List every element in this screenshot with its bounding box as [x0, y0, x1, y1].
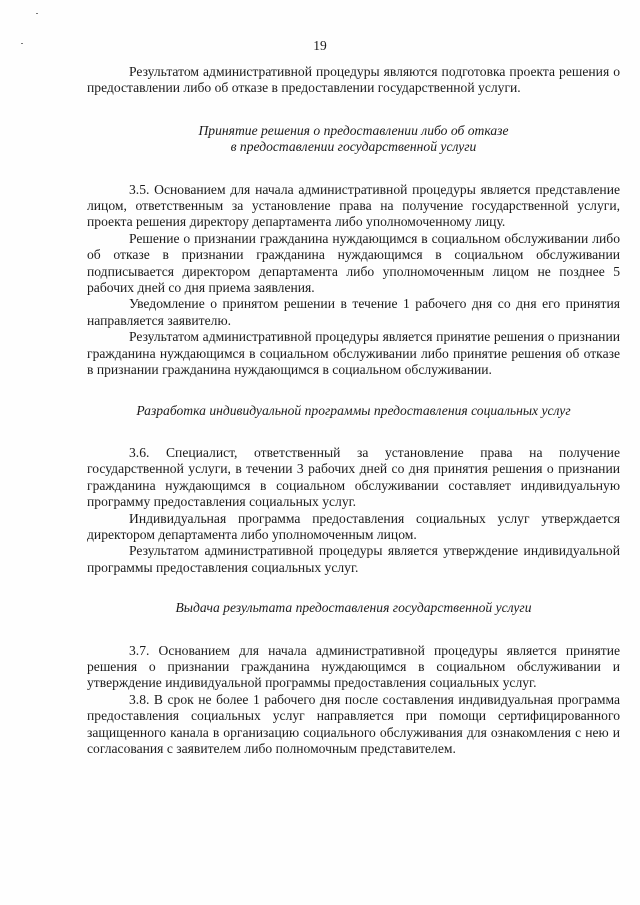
scan-speck: [36, 13, 38, 14]
heading-line: Принятие решения о предоставлении либо об отказе: [198, 122, 509, 138]
paragraph-program-result: Результатом административной процедуры является утверждение индивидуальной программы предоставления социальных услуг.: [87, 543, 620, 575]
paragraph-3-8: 3.8. В срок не более 1 рабочего дня после составления индивидуальная программа предоставления социальных услуг направляется при помощи сертифицированного защищенного канала в организацию социального обслуживания для ознакомления с нею и согласования с заявителем либо полномочным представителем.: [87, 691, 620, 756]
paragraph-decision-result: Результатом административной процедуры является принятие решения о признании гражданина нуждающимся в социальном обслуживании либо принятие решения об отказе в признании гражданина нуждающимся в социальном обслуживании.: [87, 329, 620, 378]
paragraph-3-6: 3.6. Специалист, ответственный за установление права на получение государственной услуги, в течении 3 рабочих дней со дня принятия решения о признании гражданина нуждающимся в социальном обслуживании составляет индивидуальную программу предоставления социальных услуг.: [87, 444, 620, 510]
paragraph-3-7: 3.7. Основанием для начала административной процедуры является принятие решения о признании гражданина нуждающимся в социальном обслуживании и утверждение индивидуальной программы предоставления социальных услуг.: [87, 642, 620, 691]
paragraph-3-5: 3.5. Основанием для начала административной процедуры является представление лицом, ответственным за установление права на получение государственной услуги, проекта решения директору департамента либо уполномоченному лицу.: [87, 181, 620, 230]
section-issue: [87, 643, 620, 758]
section-heading-issue: Выдача результата предоставления государственной услуги: [175, 600, 532, 616]
paragraph-program-approval: Индивидуальная программа предоставления социальных услуг утверждается директором департамента либо уполномоченным лицом.: [87, 510, 620, 542]
paragraph-notification: Уведомление о принятом решении в течение 1 рабочего дня со дня его принятия направляется заявителю.: [87, 296, 620, 328]
section-heading-program: Разработка индивидуальной программы предоставления социальных услуг: [136, 402, 571, 418]
section-program: [87, 445, 620, 576]
heading-line: в предоставлении государственной услуги: [230, 139, 477, 155]
paragraph-decision-sign: Решение о признании гражданина нуждающимся в социальном обслуживании либо об отказе в признании гражданина нуждающимся в социальном обслуживании подписывается директором департамента либо уполномоченным лицом не позднее 5 рабочих дней со дня приема заявления.: [87, 230, 620, 296]
document-body: [87, 64, 620, 757]
intro-paragraph: Результатом административной процедуры являются подготовка проекта решения о предоставлении либо об отказе в предоставлении государственной услуги.: [87, 64, 620, 96]
section-decision: [87, 182, 620, 379]
page-number: 19: [313, 38, 327, 53]
section-heading-decision: [87, 123, 620, 156]
